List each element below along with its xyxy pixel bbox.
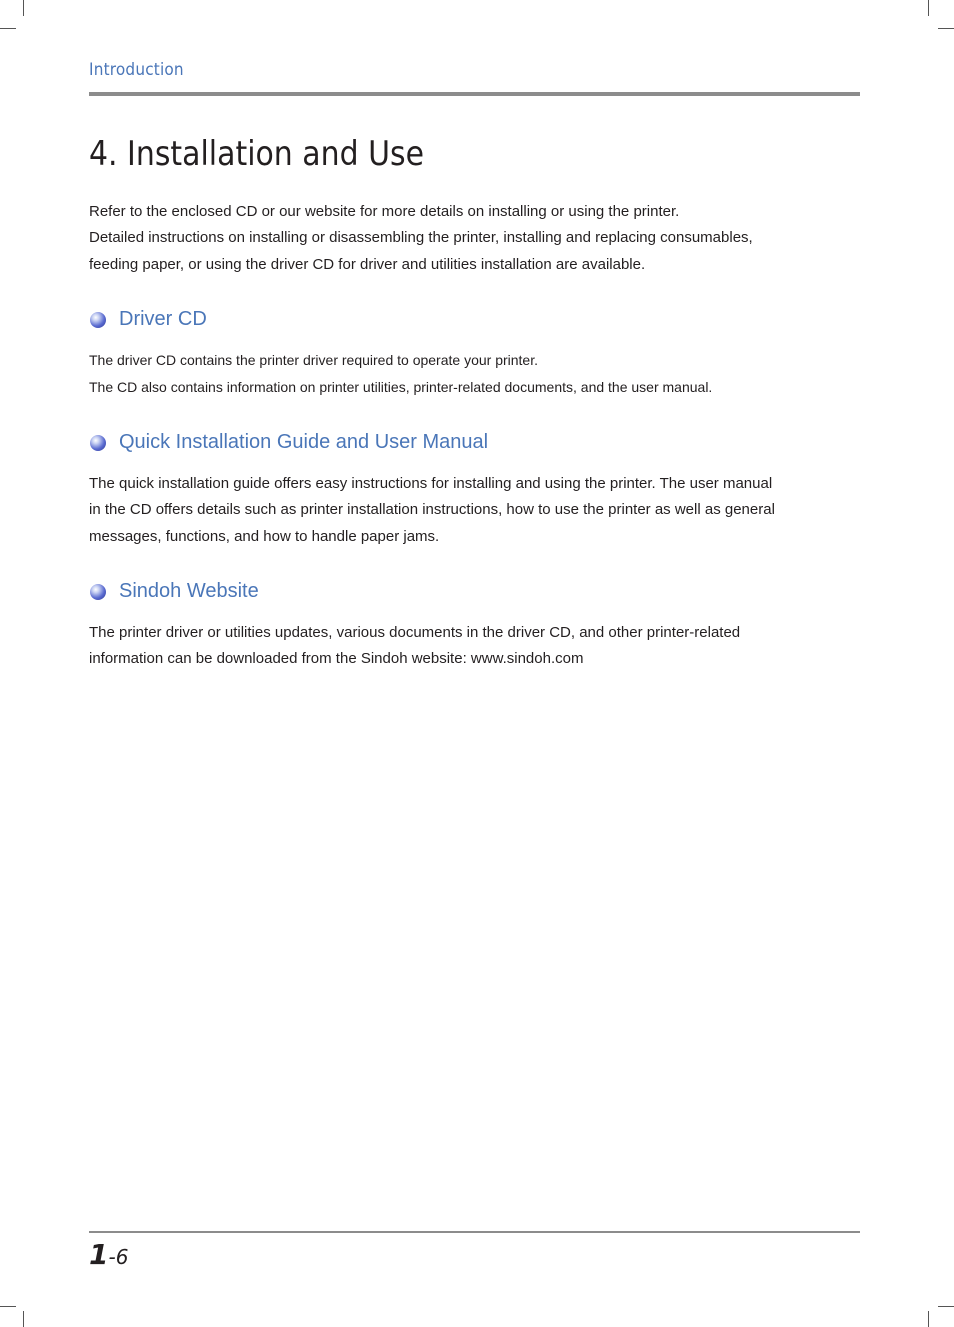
chapter-number: 1 [89, 1238, 109, 1271]
page-title: 4. Installation and Use [89, 134, 424, 174]
text-line: Detailed instructions on installing or disassembling the printer, installing and replacing consumables, [89, 229, 753, 247]
footer-divider [89, 1231, 860, 1233]
text-line: information can be downloaded from the Sindoh website: www.sindoh.com [89, 650, 584, 668]
driver-cd-paragraph [89, 347, 809, 401]
intro-paragraph [89, 199, 809, 278]
section-heading-quick-guide [90, 431, 488, 454]
crop-mark [928, 1311, 929, 1327]
page-number [89, 1238, 128, 1271]
crop-mark [23, 0, 24, 16]
sindoh-website-paragraph [89, 620, 809, 673]
text-line: The quick installation guide offers easy instructions for installing and using the printer. The user manual [89, 475, 773, 492]
crop-mark [0, 1306, 16, 1307]
crop-mark [0, 28, 16, 29]
crop-mark [23, 1311, 24, 1327]
text-line: messages, functions, and how to handle paper jams. [89, 527, 440, 545]
text-line: The CD also contains information on printer utilities, printer-related documents, and the user manual. [89, 379, 713, 395]
crop-mark [938, 28, 954, 29]
blue-sphere-bullet-icon [90, 584, 106, 600]
crop-mark [938, 1306, 954, 1307]
quick-guide-paragraph [89, 471, 809, 550]
text-line: The printer driver or utilities updates, various documents in the driver CD, and other printer-related [89, 624, 741, 641]
section-title: Quick Installation Guide and User Manual [119, 431, 489, 453]
text-line: The driver CD contains the printer driver required to operate your printer. [89, 352, 538, 368]
section-heading-sindoh-website [90, 580, 259, 603]
running-header: Introduction [89, 60, 184, 80]
blue-sphere-bullet-icon [90, 312, 106, 328]
crop-mark [928, 0, 929, 16]
page-index: -6 [108, 1245, 129, 1269]
text-line: Refer to the enclosed CD or our website for more details on installing or using the printer. [89, 203, 680, 220]
header-divider [89, 92, 860, 96]
text-line: feeding paper, or using the driver CD for driver and utilities installation are available. [89, 255, 646, 273]
section-title: Driver CD [119, 308, 207, 330]
section-title: Sindoh Website [119, 580, 259, 602]
blue-sphere-bullet-icon [90, 435, 106, 451]
text-line: in the CD offers details such as printer installation instructions, how to use the printer as well as general [89, 501, 775, 519]
section-heading-driver-cd [90, 308, 207, 331]
